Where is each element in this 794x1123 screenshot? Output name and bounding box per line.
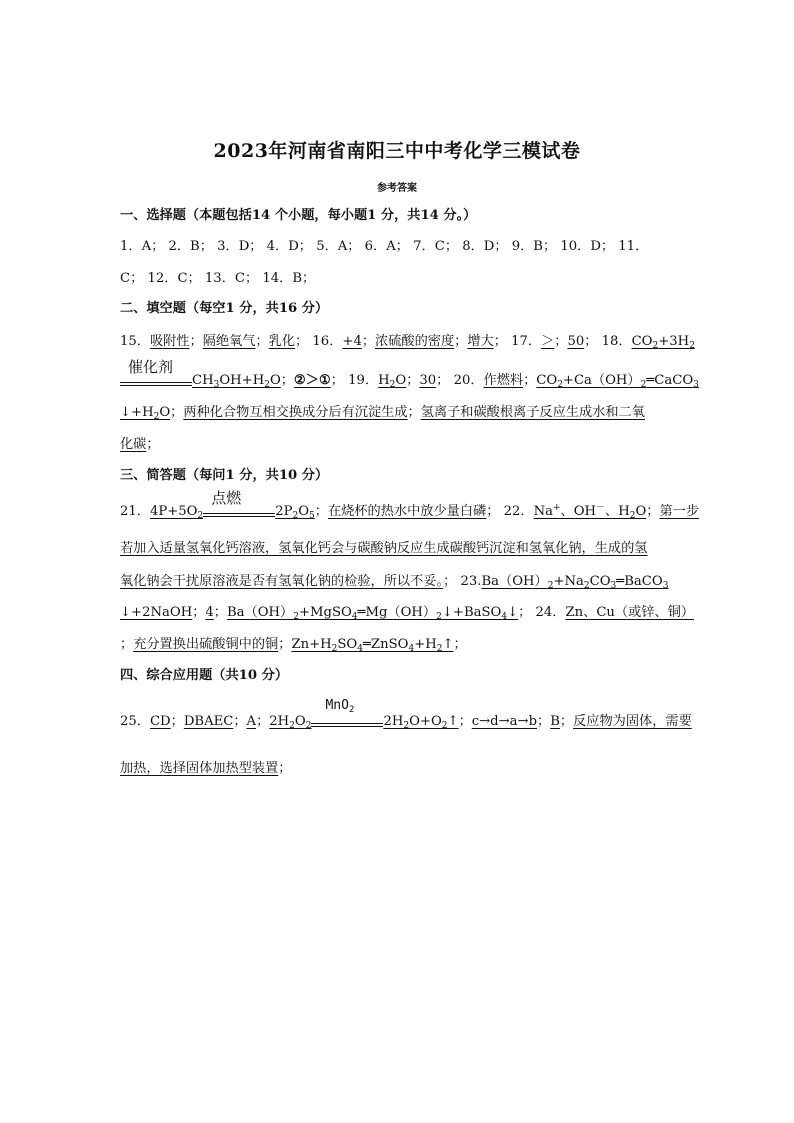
subscript: 5 bbox=[309, 511, 315, 521]
section-3-line-3 bbox=[120, 573, 668, 591]
separator: ； bbox=[189, 334, 203, 349]
answer: +4 bbox=[342, 334, 362, 349]
question-number: 15． bbox=[120, 334, 150, 349]
subscript: 4 bbox=[357, 644, 363, 654]
formula: 4P+5O bbox=[149, 504, 198, 519]
answer: ↓+2NaOH bbox=[120, 605, 193, 620]
separator: ； bbox=[537, 714, 551, 729]
formula: +MgSO bbox=[298, 605, 352, 620]
subscript: 2 bbox=[441, 721, 448, 731]
separator: ； bbox=[295, 334, 309, 349]
superscript: + bbox=[552, 503, 561, 513]
separator: ； bbox=[170, 405, 184, 420]
question-number: 16． bbox=[312, 334, 343, 349]
answer: Zn、Cu（或锌、铜） bbox=[565, 605, 695, 620]
section-4-header: 四、综合应用题（共10 分） bbox=[120, 668, 289, 683]
formula: CO bbox=[536, 373, 558, 388]
answer: ②＞① bbox=[293, 373, 331, 388]
page-title: 2023年河南省南阳三中中考化学三模试卷 bbox=[213, 140, 581, 162]
subscript: 3 bbox=[610, 581, 617, 591]
answer: 4 bbox=[205, 605, 214, 620]
question-number: 22． bbox=[503, 504, 534, 519]
formula: 2P bbox=[275, 504, 293, 519]
subscript: 4 bbox=[501, 612, 508, 622]
question-number: 25． bbox=[120, 714, 150, 729]
section-3-line-2 bbox=[120, 540, 648, 558]
answer: A bbox=[246, 714, 257, 729]
subscript: 2 bbox=[348, 705, 355, 715]
subscript: 2 bbox=[293, 612, 299, 622]
catalyst-label: 催化剂 bbox=[128, 358, 174, 376]
section-2-line-2 bbox=[120, 358, 699, 390]
question-number: 18． bbox=[601, 334, 632, 349]
formula: ↓ bbox=[507, 605, 519, 620]
formula: OH+H bbox=[219, 373, 265, 388]
separator: ； bbox=[278, 761, 292, 776]
answer: 第一步 bbox=[659, 504, 700, 519]
separator: ； bbox=[146, 437, 160, 452]
section-3-line-4 bbox=[120, 604, 694, 622]
subscript: 2 bbox=[583, 581, 590, 591]
separator: ； bbox=[278, 637, 292, 652]
separator: ； bbox=[453, 637, 467, 652]
separator: ； bbox=[584, 334, 598, 349]
answer: 乳化 bbox=[268, 334, 296, 349]
section-2-line-1 bbox=[120, 333, 695, 351]
answer: 加热，选择固体加热型装置 bbox=[120, 761, 279, 776]
answer: 吸附性 bbox=[149, 334, 190, 349]
superscript: － bbox=[596, 503, 606, 513]
subscript: 2 bbox=[557, 380, 563, 390]
answer bbox=[534, 504, 647, 519]
question-number: 17． bbox=[511, 334, 542, 349]
separator: ； bbox=[559, 714, 574, 729]
separator: ； bbox=[486, 504, 500, 519]
ignite-label: 点燃 bbox=[211, 489, 242, 507]
formula: Ba（OH） bbox=[481, 574, 548, 589]
section-4-line-1 bbox=[120, 698, 692, 731]
separator: ； bbox=[493, 334, 507, 349]
separator: ； bbox=[406, 373, 420, 388]
question-number: 19． bbox=[348, 373, 379, 388]
formula: 2H bbox=[269, 714, 290, 729]
section-3-line-1 bbox=[120, 489, 700, 521]
answer: 若加入适量氢氧化钙溶液，氢氧化钙会与碳酸钠反应生成碳酸钙沉淀和氢氧化钠，生成的氢 bbox=[120, 541, 648, 556]
subscript: 2 bbox=[331, 644, 338, 654]
section-1-answers-line-1: 1．A； 2．B； 3．D； 4．D； 5．A； 6．A； 7．C； 8．D； 9．B； 10．D； 11． bbox=[120, 239, 649, 254]
equation-products bbox=[383, 714, 458, 729]
section-2-header: 二、填空题（每空1 分，共16 分） bbox=[120, 301, 329, 316]
subscript: 3 bbox=[693, 380, 699, 390]
subscript: 3 bbox=[662, 581, 669, 591]
answer: 作燃料 bbox=[483, 373, 524, 388]
page-subtitle: 参考答案 bbox=[377, 183, 417, 194]
answer: 氢离子和碳酸根离子反应生成水和二氧 bbox=[420, 405, 645, 420]
subscript: 2 bbox=[436, 644, 443, 654]
separator: ； bbox=[213, 605, 227, 620]
answer: 两种化合物互相交换成分后有沉淀生成 bbox=[183, 405, 408, 420]
equation bbox=[227, 605, 518, 620]
separator: ； bbox=[454, 334, 468, 349]
formula: 、H bbox=[605, 504, 630, 519]
separator: ； bbox=[443, 574, 457, 589]
separator: ； bbox=[361, 334, 376, 349]
separator: ； bbox=[314, 504, 328, 519]
separator: ； bbox=[256, 714, 270, 729]
answer: c→d→a→b bbox=[471, 714, 538, 729]
separator: ； bbox=[330, 373, 344, 388]
answer: ＞ bbox=[541, 334, 555, 349]
subscript: 2 bbox=[403, 721, 410, 731]
formula: ↑ bbox=[442, 637, 454, 652]
subscript: 2 bbox=[389, 380, 396, 390]
formula: CO bbox=[631, 334, 653, 349]
separator: ； bbox=[523, 373, 537, 388]
subscript: 2 bbox=[436, 612, 442, 622]
formula: Ba（OH） bbox=[226, 605, 294, 620]
separator: ； bbox=[407, 405, 421, 420]
mno2-label bbox=[325, 697, 354, 715]
formula: Na bbox=[533, 504, 553, 519]
equation-products bbox=[192, 373, 281, 388]
subscript: 4 bbox=[408, 644, 415, 654]
formula: 、OH bbox=[560, 504, 597, 519]
formula: O bbox=[395, 373, 407, 388]
equation-reactants bbox=[269, 714, 311, 729]
subscript: 2 bbox=[689, 341, 695, 351]
subscript: 2 bbox=[153, 412, 160, 422]
formula: +3H bbox=[658, 334, 690, 349]
section-2-line-3 bbox=[120, 404, 645, 422]
answer: 增大 bbox=[467, 334, 494, 349]
equation bbox=[291, 637, 453, 652]
separator: ； bbox=[458, 714, 472, 729]
formula: ↓+BaSO bbox=[441, 605, 502, 620]
formula: O bbox=[159, 405, 171, 420]
formula: ↓+H bbox=[120, 405, 154, 420]
subscript: 2 bbox=[197, 511, 204, 521]
separator: ； bbox=[192, 605, 206, 620]
section-1-answers-line-2: C； 12．C； 13．C； 14．B； bbox=[120, 271, 316, 286]
subscript: 4 bbox=[351, 612, 358, 622]
subscript: 2 bbox=[305, 721, 312, 731]
section-3-header: 三、简答题（每问1 分，共10 分） bbox=[120, 468, 329, 483]
formula: ═Mg（OH） bbox=[357, 605, 437, 620]
equation bbox=[536, 373, 699, 388]
question-number: 20． bbox=[453, 373, 484, 388]
separator: ； bbox=[280, 373, 294, 388]
answer: 浓硫酸的密度 bbox=[375, 334, 455, 349]
equation bbox=[481, 574, 668, 589]
subscript: 2 bbox=[652, 341, 659, 351]
subscript: 2 bbox=[547, 581, 554, 591]
subscript: 3 bbox=[213, 380, 220, 390]
answer: 50 bbox=[567, 334, 585, 349]
answer: 在烧杯的热水中放少量白磷 bbox=[327, 504, 487, 519]
answer: 充分置换出硫酸铜中的铜 bbox=[133, 637, 279, 652]
section-3-line-5 bbox=[120, 636, 467, 654]
formula: ═CaCO bbox=[646, 373, 694, 388]
section-2-line-4 bbox=[120, 436, 160, 454]
section-4-line-2 bbox=[120, 760, 291, 778]
subscript: 2 bbox=[640, 380, 647, 390]
separator: ； bbox=[170, 714, 184, 729]
formula: O+O bbox=[409, 714, 442, 729]
formula: H bbox=[378, 373, 390, 388]
subscript: 2 bbox=[629, 511, 636, 521]
answer: DBAEC bbox=[183, 714, 234, 729]
equation-reactants bbox=[632, 334, 695, 349]
separator: ； bbox=[554, 334, 568, 349]
separator: ； bbox=[646, 504, 660, 519]
formula: ═BaCO bbox=[616, 574, 663, 589]
subscript: 2 bbox=[292, 511, 299, 521]
subscript: 2 bbox=[264, 380, 270, 390]
answer: 隔绝氧气 bbox=[202, 334, 256, 349]
formula: O bbox=[298, 504, 310, 519]
ignite-condition-arrow bbox=[203, 489, 275, 521]
formula: +Ca（OH） bbox=[562, 373, 641, 388]
formula: 2H bbox=[383, 714, 404, 729]
formula: SO bbox=[337, 637, 358, 652]
answer: 化碳 bbox=[120, 437, 147, 452]
answer: 30 bbox=[419, 373, 437, 388]
formula: MnO bbox=[325, 698, 349, 713]
answer: B bbox=[550, 714, 560, 729]
formula: O bbox=[294, 714, 306, 729]
formula: ═ZnSO bbox=[362, 637, 409, 652]
section-1-header: 一、选择题（本题包括14 个小题，每小题1 分，共14 分。） bbox=[120, 208, 477, 223]
formula: CH bbox=[192, 373, 214, 388]
equation-reactants bbox=[150, 504, 203, 519]
formula: ↑ bbox=[447, 714, 459, 729]
catalyst-condition-arrow bbox=[120, 358, 192, 390]
separator: ； bbox=[120, 637, 134, 652]
separator: ； bbox=[255, 334, 269, 349]
question-number: 23. bbox=[460, 574, 482, 589]
equation-products bbox=[275, 504, 315, 519]
answer: 反应物为固体，需要 bbox=[573, 714, 692, 729]
equation-continued bbox=[120, 405, 170, 420]
answer bbox=[378, 373, 406, 388]
formula: +H bbox=[414, 637, 437, 652]
answer: CD bbox=[149, 714, 171, 729]
formula: CO bbox=[589, 574, 611, 589]
separator: ； bbox=[233, 714, 247, 729]
answer: 氧化钠会干扰原溶液是否有氢氧化钠的检验，所以不妥。 bbox=[120, 574, 444, 589]
formula: Zn+H bbox=[291, 637, 332, 652]
question-number: 24． bbox=[535, 605, 566, 620]
mno2-condition-arrow bbox=[311, 698, 383, 731]
question-number: 21． bbox=[120, 504, 150, 519]
formula: O bbox=[269, 373, 281, 388]
separator: ； bbox=[518, 605, 532, 620]
formula: O bbox=[635, 504, 647, 519]
formula: +Na bbox=[553, 574, 584, 589]
separator: ； bbox=[436, 373, 450, 388]
subscript: 2 bbox=[289, 721, 295, 731]
